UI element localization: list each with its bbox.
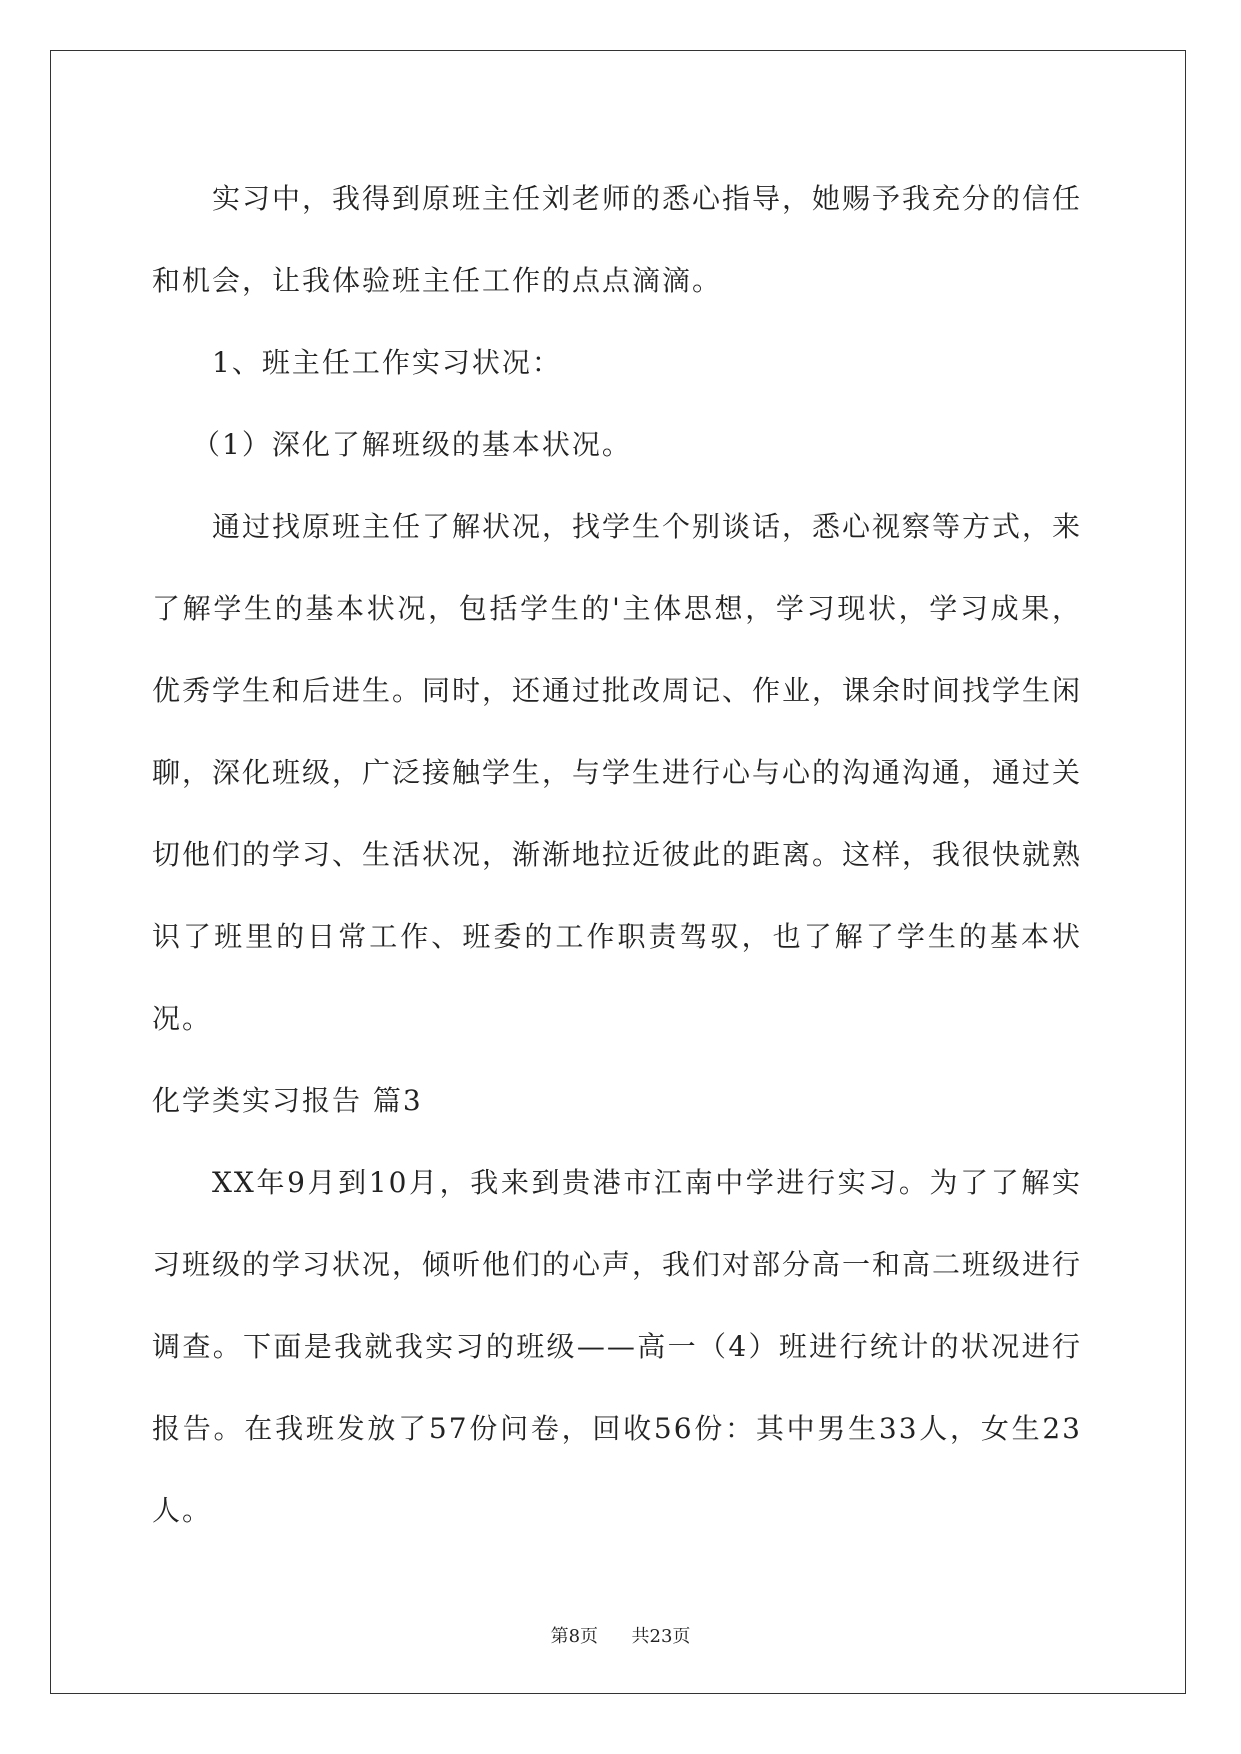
document-body	[152, 158, 1082, 1552]
subsection-heading-understand-class: （1）深化了解班级的基本状况。	[192, 428, 632, 461]
paragraph-internship-guidance: 实习中，我得到原班主任刘老师的悉心指导，她赐予我充分的信任和机会，让我体验班主任工作的点点滴滴。	[152, 182, 1083, 297]
paragraph-survey-report: XX年9月到10月，我来到贵港市江南中学进行实习。为了了解实习班级的学习状况，倾听他们的心声，我们对部分高一和高二班级进行调查。下面是我就我实习的班级——高一（4）班进行统计的状况进行报告。在我班发放了57份问卷，回收56份：其中男生33人，女生23人。	[152, 1166, 1083, 1527]
page-footer	[0, 1622, 1241, 1648]
page-number: 第8页	[550, 1626, 599, 1647]
report-title-part-3: 化学类实习报告 篇3	[152, 1084, 423, 1117]
page-total: 共23页	[631, 1626, 691, 1647]
section-heading-class-teacher-work: 1、班主任工作实习状况：	[212, 346, 562, 379]
paragraph-understand-students: 通过找原班主任了解状况，找学生个别谈话，悉心视察等方式，来了解学生的基本状况，包括学生的'主体思想，学习现状，学习成果，优秀学生和后进生。同时，还通过批改周记、作业，课余时间找学生闲聊，深化班级，广泛接触学生，与学生进行心与心的沟通沟通，通过关切他们的学习、生活状况，渐渐地拉近彼此的距离。这样，我很快就熟识了班里的日常工作、班委的工作职责驾驭，也了解了学生的基本状况。	[152, 510, 1083, 1035]
